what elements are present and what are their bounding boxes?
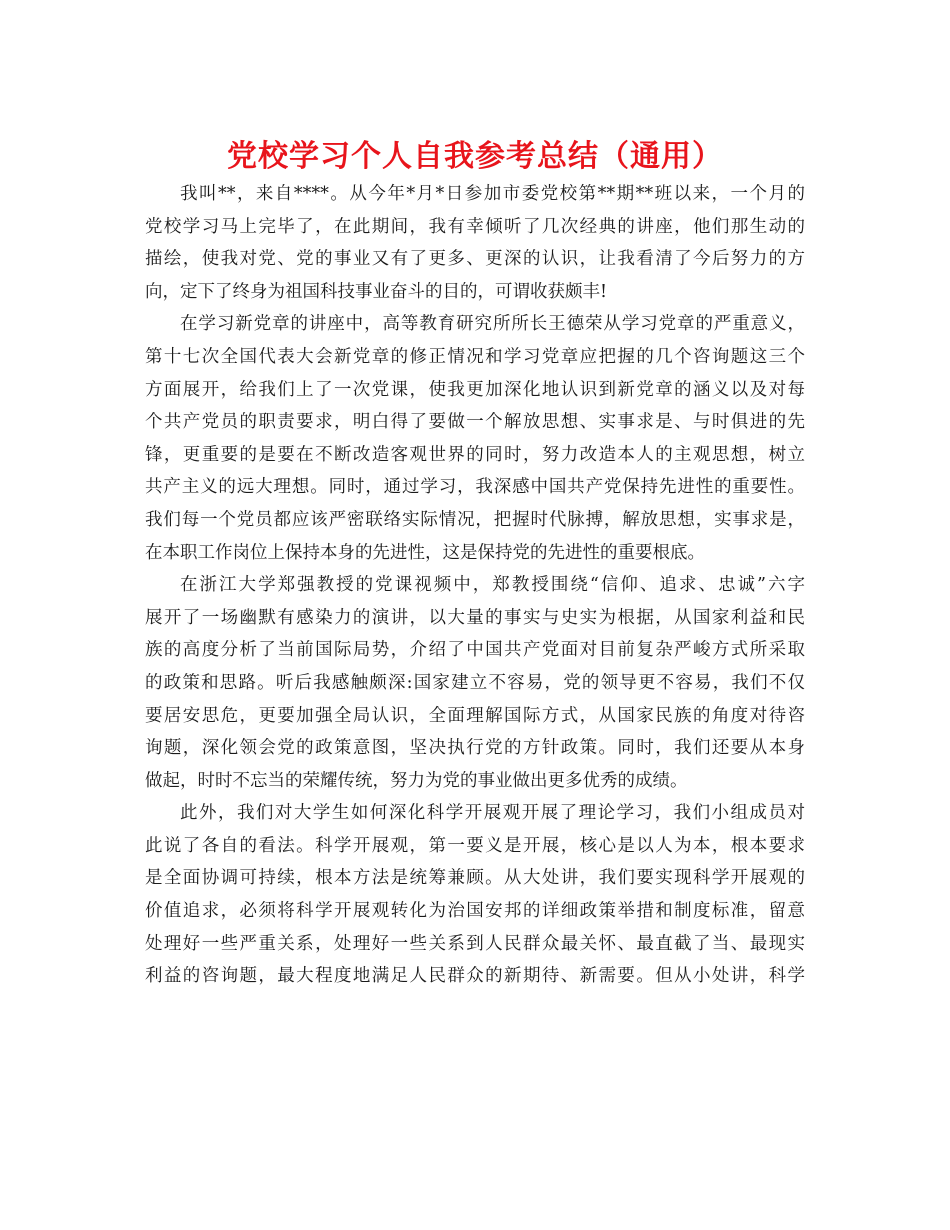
body-text-line: 族的高度分析了当前国际局势，介绍了中国共产党面对目前复杂严峻方式所采取 — [145, 640, 805, 661]
body-text-line: 处理好一些严重关系，处理好一些关系到人民群众最关怀、最直截了当、最现实 — [145, 933, 805, 954]
body-text-line: 向，定下了终身为祖国科技事业奋斗的目的，可谓收获颇丰! — [145, 281, 608, 302]
body-text-line: 询题，深化领会党的政策意图，坚决执行党的方针政策。同时，我们还要从本身 — [145, 738, 805, 759]
body-text-line: 方面展开，给我们上了一次党课，使我更加深化地认识到新党章的涵义以及对每 — [145, 379, 805, 400]
body-text-line: 个共产党员的职责要求，明白得了要做一个解放思想、实事求是、与时俱进的先 — [145, 412, 805, 433]
body-text-line: 做起，时时不忘当的荣耀传统，努力为党的事业做出更多优秀的成绩。 — [145, 770, 688, 791]
body-text-line: 的政策和思路。听后我感触颇深:国家建立不容易，党的领导更不容易，我们不仅 — [145, 672, 805, 693]
body-text-line: 在浙江大学郑强教授的党课视频中，郑教授围绕“信仰、追求、忠诚”六字 — [180, 575, 805, 596]
body-text-line: 利益的咨询题，最大程度地满足人民群众的新期待、新需要。但从小处讲，科学 — [145, 966, 805, 987]
body-text-line: 此外，我们对大学生如何深化科学开展观开展了理论学习，我们小组成员对 — [180, 803, 805, 824]
body-text-line: 锋，更重要的是要在不断改造客观世界的同时，努力改造本人的主观思想，树立 — [145, 444, 805, 465]
document-body — [145, 178, 805, 993]
body-text-line: 此说了各自的看法。科学开展观，第一要义是开展，核心是以人为本，根本要求 — [145, 835, 805, 856]
body-text-line: 价值追求，必须将科学开展观转化为治国安邦的详细政策举措和制度标准，留意 — [145, 901, 805, 922]
body-text-line: 在学习新党章的讲座中，高等教育研究所所长王德荣从学习党章的严重意义， — [180, 314, 805, 335]
body-text-line: 第十七次全国代表大会新党章的修正情况和学习党章应把握的几个咨询题这三个 — [145, 346, 805, 367]
document-title: 党校学习个人自我参考总结（通用） — [227, 139, 723, 174]
body-text-line: 要居安思危，更要加强全局认识，全面理解国际方式，从国家民族的角度对待咨 — [145, 705, 805, 726]
body-text-line: 共产主义的远大理想。同时，通过学习，我深感中国共产党保持先进性的重要性。 — [145, 477, 805, 498]
body-text-line: 是全面协调可持续，根本方法是统筹兼顾。从大处讲，我们要实现科学开展观的 — [145, 868, 805, 889]
body-text-line: 在本职工作岗位上保持本身的先进性，这是保持党的先进性的重要根底。 — [145, 542, 705, 563]
body-text-line: 我叫**，来自****。从今年*月*日参加市委党校第**期**班以来，一个月的 — [180, 184, 805, 204]
body-text-line: 我们每一个党员都应该严密联络实际情况，把握时代脉搏，解放思想，实事求是， — [145, 509, 805, 530]
body-text-line: 党校学习马上完毕了，在此期间，我有幸倾听了几次经典的讲座，他们那生动的 — [145, 216, 805, 237]
body-text-line: 展开了一场幽默有感染力的演讲，以大量的事实与史实为根据，从国家利益和民 — [145, 607, 805, 628]
body-text-line: 描绘，使我对党、党的事业又有了更多、更深的认识，让我看清了今后努力的方 — [145, 249, 805, 270]
